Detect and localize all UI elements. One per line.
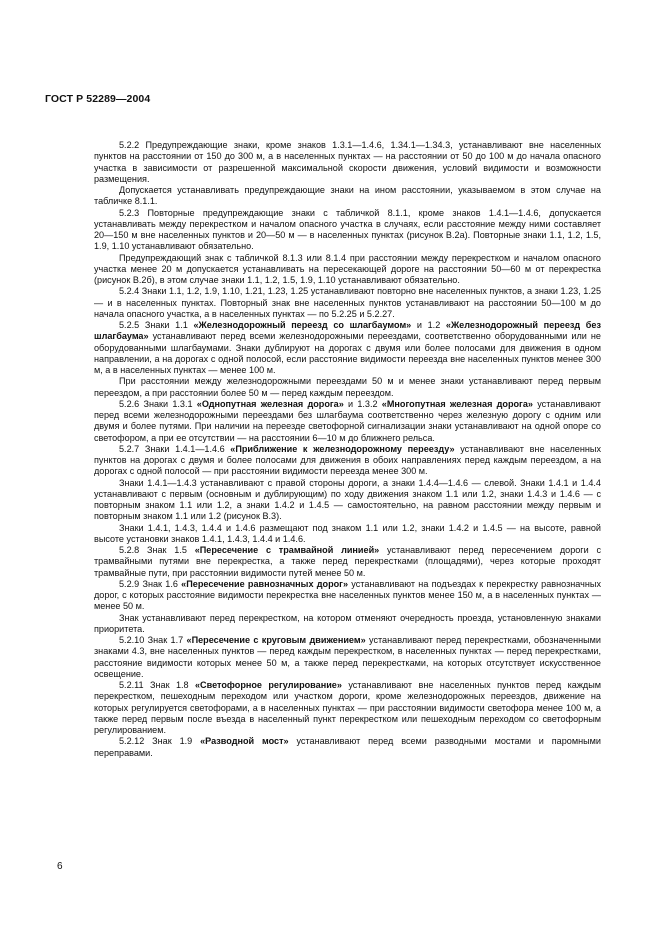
paragraph: [94, 635, 601, 680]
paragraph-text: При расстоянии между железнодорожными переездами 50 м и менее знаки устанавливают перед первым переездом, а при расстоянии более 50 м — перед каждым переездом.: [94, 376, 601, 398]
sign-name: «Многопутная железная дорога»: [381, 398, 533, 409]
paragraph-text: устанавливают перед перекрестками, обозначенными знаками 4.3, вне населенных пунктов — перед каждым перекрестком, в населенных пунктах — перед перекрестками, расстояние видимости которых менее 50 м, а также перед перекрестками, на которых отсутствует искусственное освещение.: [94, 635, 602, 679]
sign-name: «Однопутная железная дорога»: [196, 398, 344, 409]
paragraph: [94, 376, 601, 399]
paragraph: [94, 444, 601, 478]
paragraph-text: устанавливают перед пересечением дороги с трамвайными путями вне перекрестка, а также перед перекрестками (площадями), через которые проходят трамвайные пути, при расстоянии видимости путей менее 50 м.: [94, 545, 602, 578]
sign-name: «Железнодорожный переезд со шлагбаумом»: [193, 320, 412, 330]
sign-name: «Пересечение с трамвайной линией»: [194, 545, 380, 555]
paragraph-text: Предупреждающий знак с табличкой 8.1.3 или 8.1.4 при расстоянии между перекрестком и началом опасного участка менее 20 м допускается устанавливать на пересекающей дороге на расстоянии 50—60 м от перекрестка (рисунок В.2б), в этом случае знаки 1.1, 1.2, 1.5, 1.9, 1.10 устанавливают обязательно.: [94, 252, 601, 285]
sign-name: «Приближение к железнодорожному переезду»: [230, 443, 455, 454]
sign-name: «Разводной мост»: [200, 736, 289, 747]
paragraph-text: 5.2.10 Знак 1.7: [119, 635, 187, 645]
paragraph-text: 5.2.8 Знак 1.5: [119, 545, 195, 555]
page-number: 6: [57, 861, 63, 872]
paragraph: [94, 286, 601, 320]
paragraph: [94, 320, 601, 376]
paragraph: [94, 523, 601, 546]
paragraph-text: устанавливают вне населенных пунктов на дорогах с двумя и более полосами для движения в обоих направлениях перед каждым переездом, а на дорогах с одной полосой — при расстоянии видимости переезда менее 300 м.: [94, 443, 601, 477]
paragraph-text: и 1.2: [411, 320, 446, 330]
sign-name: «Пересечение равнозначных дорог»: [181, 578, 349, 589]
paragraph-text: 5.2.4 Знаки 1.1, 1.2, 1.9, 1.10, 1.21, 1.23, 1.25 устанавливают повторно вне населенных пунктов, а знаки 1.23, 1.25 — и в населенных пунктах. Повторный знак вне населенных пунктов устанавливают на расстоянии 50—100 м до начала опасного участка, а в населенных пунктах — по 5.2.25 и 5.2.27.: [94, 286, 601, 319]
paragraph-text: и 1.3.2: [343, 398, 382, 409]
paragraph-text: устанавливают вне населенных пунктов перед каждым перекрестком, пешеходным переходом или участком дороги, кроме железнодорожных переездов, движение на которых регулируется светофорами, а в населенных пунктах — при расстоянии видимости светофора менее 100 м, а также перед первым после въезда в населенный пункт перекрестком или пешеходным переходом со светофорным регулированием.: [94, 680, 601, 735]
paragraph: [94, 185, 601, 208]
paragraph-text: 5.2.6 Знаки 1.3.1: [119, 398, 197, 409]
paragraph: [94, 680, 601, 736]
paragraph-text: 5.2.9 Знак 1.6: [119, 578, 182, 589]
document-header: ГОСТ Р 52289—2004: [45, 93, 151, 105]
paragraph-text: 5.2.5 Знаки 1.1: [119, 320, 194, 330]
paragraph: [94, 253, 601, 287]
paragraph-text: устанавливают перед всеми железнодорожными переездами без шлагбаума соответственно через железную дорогу с одним или двумя и более путями. При наличии на переезде светофорной сигнализации знаки устанавливают на одной опоре со светофором, а при ее отсутствии — на расстоянии 6—10 м до ближнего рельса.: [94, 398, 601, 443]
paragraph-text: 5.2.11 Знак 1.8: [119, 680, 195, 690]
paragraph-text: 5.2.12 Знак 1.9: [119, 736, 201, 747]
paragraph-text: устанавливают перед всеми железнодорожными переездами, соответственно оборудованными или не оборудованными шлагбаумами. Знаки дублируют на дорогах с двумя или более полосами для движения в одном направлении, а на дорогах с одной полосой, если расстояние видимости переезда вне населенных пунктов менее 300 м, а в населенных пунктах — менее 100 м.: [94, 331, 601, 375]
paragraph-text: 5.2.7 Знаки 1.4.1—1.4.6: [119, 443, 231, 454]
sign-name: «Светофорное регулирование»: [195, 680, 342, 690]
paragraph-text: устанавливают перед всеми разводными мостами и паромными переправами.: [94, 736, 601, 758]
document-body: [94, 140, 601, 759]
paragraph: [94, 545, 601, 579]
paragraph: [94, 140, 601, 185]
paragraph-text: Допускается устанавливать предупреждающие знаки на ином расстоянии, указываемом в этом случае на табличке 8.1.1.: [94, 185, 601, 207]
paragraph-text: Знаки 1.4.1, 1.4.3, 1.4.4 и 1.4.6 размещают под знаком 1.1 или 1.2, знаки 1.4.2 и 1.4.5 — на высоте, равной высоте установки знаков 1.4.1, 1.4.3, 1.4.4 и 1.4.6.: [94, 522, 601, 544]
paragraph-text: Знак устанавливают перед перекрестком, на котором отменяют очередность проезда, установленную знаками приоритета.: [94, 612, 601, 634]
sign-name: «Железнодорожный переезд без шлагбаума»: [94, 320, 602, 342]
paragraph-text: 5.2.3 Повторные предупреждающие знаки с табличкой 8.1.1, кроме знаков 1.4.1—1.4.6, допускается устанавливать между перекрестком и началом опасного участка в случаях, если расстояние между ними составляет 20—150 м вне населенных пунктов и 20—50 м — в населенных пунктах (рисунок В.2а). Повторные знаки 1.1, 1.2, 1.5, 1.9, 1.10 устанавливают обязательно.: [94, 207, 601, 252]
paragraph: [94, 613, 601, 636]
sign-name: «Пересечение с круговым движением»: [186, 635, 366, 645]
paragraph-text: устанавливают на подъездах к перекрестку равнозначных дорог, с которых расстояние видимости перекрестка вне населенных пунктов менее 150 м, а в населенных пунктах — менее 50 м.: [94, 578, 601, 612]
paragraph: [94, 399, 601, 444]
paragraph-text: 5.2.2 Предупреждающие знаки, кроме знаков 1.3.1—1.4.6, 1.34.1—1.34.3, устанавливают вне населенных пунктов на расстоянии от 150 до 300 м, а в населенных пунктах — на расстоянии от 50 до 100 м до начала опасного участка в зависимости от разрешенной максимальной скорости движения, условий видимости и возможности размещения.: [94, 140, 601, 184]
paragraph: [94, 736, 601, 759]
paragraph: [94, 478, 601, 523]
paragraph: [94, 208, 601, 253]
paragraph: [94, 579, 601, 613]
paragraph-text: Знаки 1.4.1—1.4.3 устанавливают с правой стороны дороги, а знаки 1.4.4—1.4.6 — слевой. Знаки 1.4.1 и 1.4.4 устанавливают с первым (основным и дублирующим) по ходу движения знаком 1.1 или 1.2, знаки 1.4.3 и 1.4.6 — с повторным знаком 1.1 или 1.2, а знаки 1.4.2 и 1.4.5 — самостоятельно, на равном расстоянии между первым и повторным знаком 1.1 или 1.2 (рисунок В.3).: [94, 477, 601, 522]
